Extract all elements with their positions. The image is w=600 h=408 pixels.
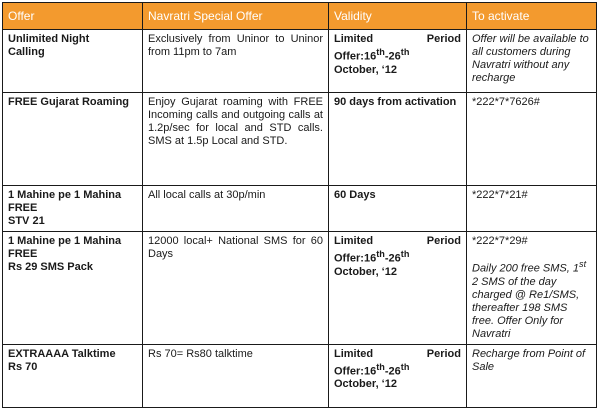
validity-prefix: Offer:: [334, 252, 364, 265]
validity-suffix: th: [376, 249, 385, 259]
offers-table: [2, 2, 597, 408]
validity-day: 16: [363, 50, 377, 63]
validity-cell: [329, 30, 467, 93]
table-row: [3, 30, 597, 93]
validity-prefix: Offer:: [334, 365, 364, 378]
validity-suffix: th: [400, 249, 410, 259]
validity-dash: -: [384, 50, 389, 63]
validity-suffix: th: [376, 361, 385, 372]
offer-name-line: Rs 70: [8, 360, 38, 373]
validity-month: October, ‘12: [334, 265, 397, 278]
offer-name-line: Calling: [8, 46, 45, 58]
validity-cell: 60 Days: [329, 186, 467, 232]
offer-name-line: EXTRAAAA Talktime: [8, 347, 116, 360]
validity-month: October, ‘12: [334, 63, 397, 76]
validity-word: Limited: [334, 347, 374, 360]
validity-day: 26: [388, 50, 401, 63]
validity-dash: -: [384, 252, 389, 265]
activation-code: *222*7*21#: [472, 189, 528, 201]
header-offer: Offer: [3, 3, 143, 30]
validity-day: 26: [388, 252, 401, 265]
offer-name-line: Unlimited Night: [8, 33, 90, 45]
header-special-offer: Navratri Special Offer: [143, 3, 329, 30]
offer-name-line: 1 Mahine pe 1 Mahina: [8, 235, 122, 247]
header-activate: To activate: [467, 3, 597, 30]
header-validity: Validity: [329, 3, 467, 30]
validity-suffix: th: [400, 361, 410, 372]
validity-suffix: th: [400, 47, 410, 57]
note-superscript: st: [579, 259, 587, 269]
validity-cell: [329, 344, 467, 407]
validity-cell: 90 days from activation: [329, 93, 467, 186]
offer-name-line: FREE: [8, 248, 38, 260]
offer-name-cell: [3, 93, 143, 186]
offer-name-cell: [3, 186, 143, 232]
validity-day: 16: [363, 252, 377, 265]
validity-cell: [329, 232, 467, 345]
offer-name-line: FREE: [8, 202, 38, 214]
validity-dash: -: [384, 365, 389, 378]
offer-description: Rs 70= Rs80 talktime: [143, 344, 329, 407]
validity-word: Period: [426, 235, 461, 247]
validity-month: October, ‘12: [334, 378, 397, 391]
activation-code: *222*7*29#: [472, 235, 528, 247]
table-row: [3, 93, 597, 186]
activation-note: [472, 258, 591, 341]
offer-description: All local calls at 30p/min: [143, 186, 329, 232]
activation-cell: [467, 232, 597, 345]
offer-description: Exclusively from Uninor to Uninor from 11pm to 7am: [143, 30, 329, 93]
activation-code: *222*7*7626#: [472, 96, 540, 108]
validity-word: Limited: [334, 235, 374, 247]
table-row: [3, 186, 597, 232]
offer-name-line: 1 Mahine pe 1 Mahina: [8, 189, 122, 201]
validity-word: Period: [426, 347, 461, 360]
activation-cell: [467, 186, 597, 232]
validity-prefix: Offer:: [334, 50, 364, 63]
offer-name-cell: [3, 232, 143, 345]
activation-note: Recharge from Point of Sale: [467, 344, 597, 407]
header-row: [3, 3, 597, 30]
validity-suffix: th: [376, 47, 385, 57]
offer-description: Enjoy Gujarat roaming with FREE Incoming calls and outgoing calls at 1.2p/sec for local and STD calls. SMS at 1.5p Local and STD.: [143, 93, 329, 186]
note-text: Daily 200 free SMS, 1: [472, 262, 579, 275]
offer-name-cell: [3, 30, 143, 93]
offer-name-line: Rs 29 SMS Pack: [8, 261, 93, 273]
validity-word: Period: [426, 33, 461, 45]
table-row: [3, 232, 597, 345]
offer-name-cell: [3, 344, 143, 407]
table-row: [3, 344, 597, 407]
validity-word: Limited: [334, 33, 374, 45]
validity-day: 16: [363, 365, 377, 378]
offer-name-line: FREE Gujarat Roaming: [8, 96, 130, 108]
offer-description: 12000 local+ National SMS for 60 Days: [143, 232, 329, 345]
note-text: 2 SMS of the day charged @ Re1/SMS, thereafter 198 SMS free. Offer Only for Navratri: [472, 275, 580, 340]
activation-cell: [467, 93, 597, 186]
activation-note: Offer will be available to all customers during Navratri without any recharge: [467, 30, 597, 93]
offer-name-line: STV 21: [8, 215, 45, 227]
validity-day: 26: [388, 365, 401, 378]
